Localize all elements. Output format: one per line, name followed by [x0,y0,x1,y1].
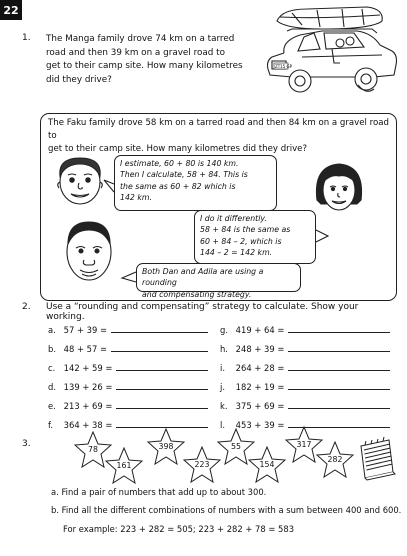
answer-line[interactable] [288,342,390,352]
bubble-line: Both Dan and Adila are using a rounding [142,267,264,288]
answer-line[interactable] [288,380,390,390]
bubble-line: Then I calculate, 58 + 84. This is [120,170,248,180]
star-282: 282 [315,441,355,479]
answer-line[interactable] [116,418,208,428]
answer-line[interactable] [111,342,208,352]
star-154: 154 [247,446,287,484]
exercise-b: b. 48 + 57 = [48,342,208,354]
faku-line: The Faku family drove 58 km on a tarred road and then 84 km on a gravel road to [48,118,389,141]
answer-line[interactable] [111,323,208,333]
q3-number: 3. [22,439,31,449]
bubble-line: and compensating strategy. [142,289,252,299]
q3-example: For example: 223 + 282 = 505; 223 + 282 + 78 = 583 [63,524,295,534]
q1-line: road and then 39 km on a gravel road to [46,47,225,58]
star-223: 223 [182,446,222,484]
q1-number: 1. [22,33,31,43]
q1-line: get to their camp site. How many kilometres [46,61,243,71]
star-398: 398 [146,428,186,466]
star-78: 78 [73,431,113,469]
bubble-tails [100,160,330,295]
exercise-d: d. 139 + 26 = [48,380,208,392]
q3-part-b: b. Find all the different combinations of numbers with a sum between 400 and 600. [51,505,402,515]
exercise-g: g. 419 + 64 = [220,323,390,335]
answer-line[interactable] [288,323,390,333]
q1-line: The Manga family drove 74 km on a tarred [46,34,235,44]
page-number: 22 [0,0,22,20]
exercise-e: e. 213 + 69 = [48,399,208,411]
q2-number: 2. [22,302,31,312]
q1-text [46,33,256,87]
bubble-line: I estimate, 60 + 80 is 140 km. [120,159,239,168]
faku-family-text [48,117,393,156]
q1-line: did they drive? [46,74,112,85]
q2-instruction: Use a “rounding and compensating” strategy to calculate. Show your working. [46,302,359,322]
q3-part-a: a. Find a pair of numbers that add up to about 300. [51,487,267,497]
bubble-line: 60 + 84 – 2, which is [200,236,282,246]
answer-line[interactable] [288,361,390,371]
car-with-luggage-illustration [262,3,402,107]
star-317: 317 [284,426,324,464]
exercise-i: i. 264 + 28 = [220,361,390,373]
exercise-f: f. 364 + 38 = [48,418,208,430]
answer-line[interactable] [116,380,208,390]
answer-line[interactable] [288,399,390,409]
star-161: 161 [104,447,144,485]
notepad-icon [355,436,397,482]
bubble-line: the same as 60 + 82 which is [120,181,236,191]
exercise-a: a. 57 + 39 = [48,323,208,335]
bubble-line: I do it differently. [200,214,267,223]
svg-text:ZT15 GP: ZT15 GP [275,64,293,69]
exercise-k: k. 375 + 69 = [220,399,390,411]
exercise-j: j. 182 + 19 = [220,380,390,392]
exercise-c: c. 142 + 59 = [48,361,208,373]
exercise-h: h. 248 + 39 = [220,342,390,354]
bubble-line: 58 + 84 is the same as [200,225,291,235]
faku-line: get to their camp site. How many kilometres did they drive? [48,144,308,154]
exercise-l: l. 453 + 39 = [220,418,390,430]
star-55: 55 [216,428,256,466]
answer-line[interactable] [116,399,208,409]
bubble-line: 144 – 2 = 142 km. [200,247,273,257]
bubble-line: 142 km. [120,192,152,202]
answer-line[interactable] [116,361,208,371]
